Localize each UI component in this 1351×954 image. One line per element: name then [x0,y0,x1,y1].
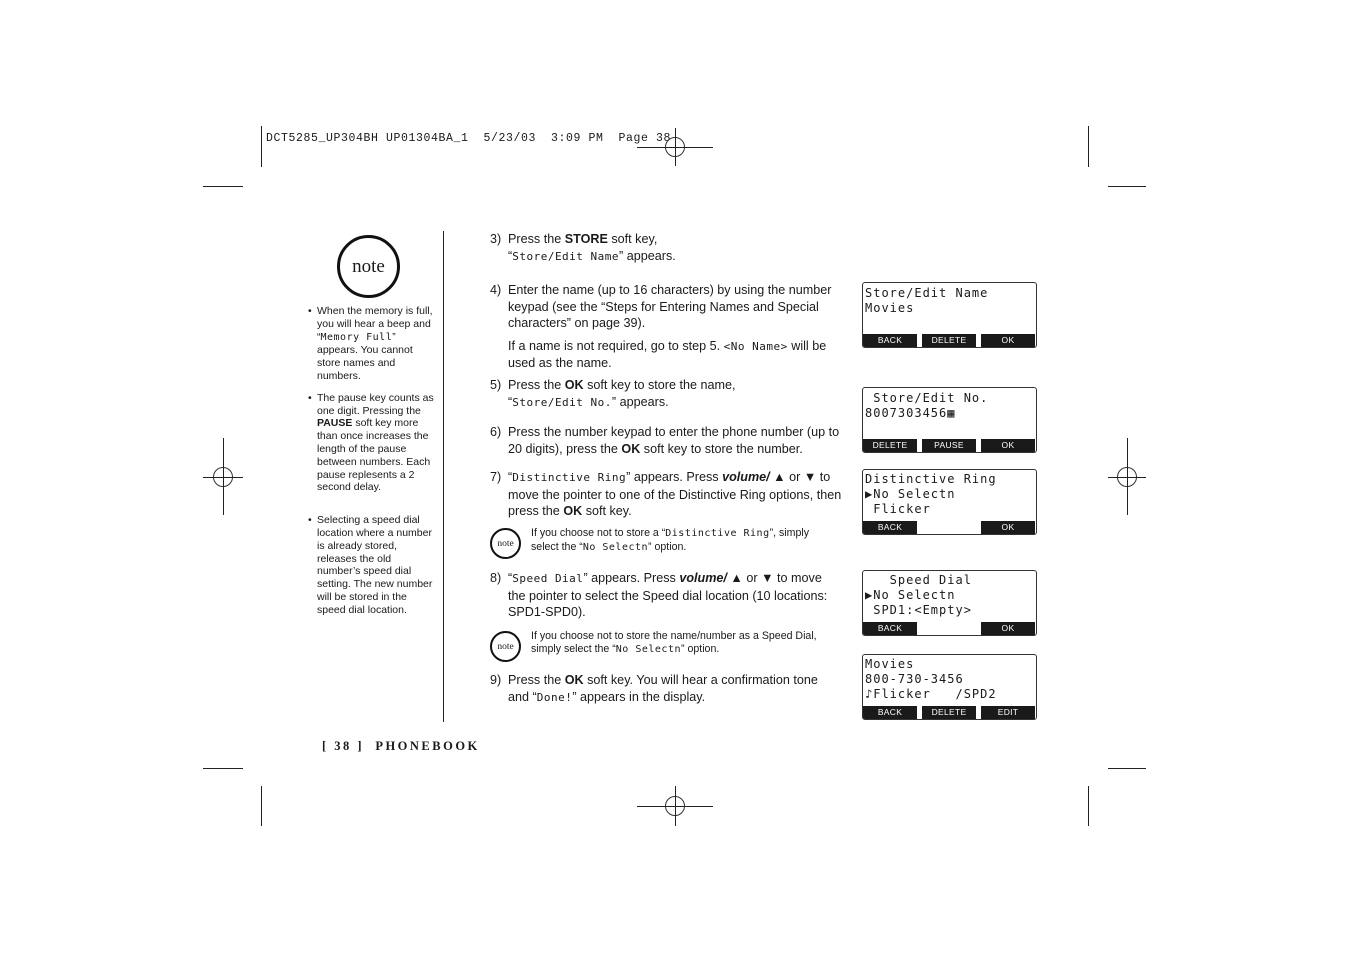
ok-soft-key[interactable]: OK [981,334,1035,347]
crop-mark [1108,186,1146,187]
back-soft-key[interactable]: BACK [863,706,917,719]
crop-mark [203,768,243,769]
pause-soft-key[interactable]: PAUSE [922,439,976,452]
step-7: 7) “Distinctive Ring” appears. Press volume/ ▲ or ▼ to move the pointer to one of the Distinctive Ring options, then press the OK soft key. [490,470,842,518]
page-number: [ 38 ] [322,739,365,753]
soft-key-bar [863,622,1036,635]
lcd-line: Store/Edit No. [865,391,989,405]
sidebar-note-item: • When the memory is full, you will hear a beep and “Memory Full” appears. You cannot store names and numbers. [308,305,434,383]
crop-mark [1088,786,1089,826]
sidebar-notes [308,305,434,626]
lcd-line: Distinctive Ring [865,472,997,486]
soft-key-bar [863,439,1036,452]
ok-soft-key[interactable]: OK [981,622,1035,635]
note-text: If you choose not to store a “Distinctive Ring”, simply select the “No Selectn” option. [531,527,810,553]
delete-soft-key[interactable]: DELETE [922,334,976,347]
note-text: If you choose not to store the name/number as a Speed Dial, simply select the “No Selectn” option. [531,630,817,655]
step-5: 5) Press the OK soft key to store the name, “Store/Edit No.” appears. [490,378,736,409]
note-icon: note [337,235,400,298]
section-title: PHONEBOOK [375,739,480,753]
blank-soft-key [922,622,976,635]
soft-key-bar [863,521,1036,534]
crop-mark [203,186,243,187]
delete-soft-key[interactable]: DELETE [922,706,976,719]
lcd-line: SPD1:<Empty> [865,603,972,617]
note-icon: note [490,631,521,662]
back-soft-key[interactable]: BACK [863,521,917,534]
edit-soft-key[interactable]: EDIT [981,706,1035,719]
blank-soft-key [922,521,976,534]
sidebar-note-item: • The pause key counts as one digit. Pressing the PAUSE soft key more than once increases the length of the pause between numbers. Each pause replesents a 2 second delay. [308,392,434,494]
sidebar-note-item: • Selecting a speed dial location where a number is already stored, releases the old number’s speed dial setting. The new number will be stored in the speed dial location. [308,514,434,616]
lcd-line: Store/Edit Name [865,286,989,300]
ok-soft-key[interactable]: OK [981,439,1035,452]
lcd-display-distinctive-ring [862,469,1037,535]
soft-key-bar [863,706,1036,719]
step-8: 8) “Speed Dial” appears. Press volume/ ▲ or ▼ to move the pointer to select the Speed dial location (10 locations: SPD1-SPD0). [490,571,828,619]
lcd-display-done [862,654,1037,720]
delete-soft-key[interactable]: DELETE [863,439,917,452]
crop-mark [1088,126,1089,167]
step-4: 4) Enter the name (up to 16 characters) by using the number keypad (see the “Steps for Entering Names and Special characters” on page 39). If a name is not required, go to step 5. <No Name> will be used as the name. [490,283,832,370]
lcd-line: 800-730-3456 [865,672,964,686]
lcd-line: ▶No Selectn [865,588,956,602]
lcd-line: Speed Dial [865,573,972,587]
lcd-line: Flicker [865,502,931,516]
lcd-line: Movies [865,657,915,671]
step-6: 6) Press the number keypad to enter the phone number (up to 20 digits), press the OK soft key to store the number. [490,425,840,456]
sidebar-divider [443,231,444,722]
back-soft-key[interactable]: BACK [863,622,917,635]
lcd-display-store-name [862,282,1037,348]
lcd-display-speed-dial [862,570,1037,636]
lcd-line: ♪Flicker /SPD2 [865,687,997,701]
back-soft-key[interactable]: BACK [863,334,917,347]
page-footer [322,739,480,754]
lcd-line: Movies [865,301,915,315]
lcd-line: 8007303456▦ [865,406,956,420]
note-icon: note [490,528,521,559]
step-9: 9) Press the OK soft key. You will hear a confirmation tone and “Done!” appears in the display. [490,673,818,704]
lcd-display-store-number [862,387,1037,453]
crop-mark [261,126,262,167]
crop-mark [1108,768,1146,769]
print-header: DCT5285_UP304BH UP01304BA_1 5/23/03 3:09 PM Page 38 [266,132,672,145]
soft-key-bar [863,334,1036,347]
ok-soft-key[interactable]: OK [981,521,1035,534]
step-3: 3) Press the STORE soft key, “Store/Edit Name” appears. [490,232,676,263]
lcd-line: ▶No Selectn [865,487,956,501]
crop-mark [261,786,262,826]
